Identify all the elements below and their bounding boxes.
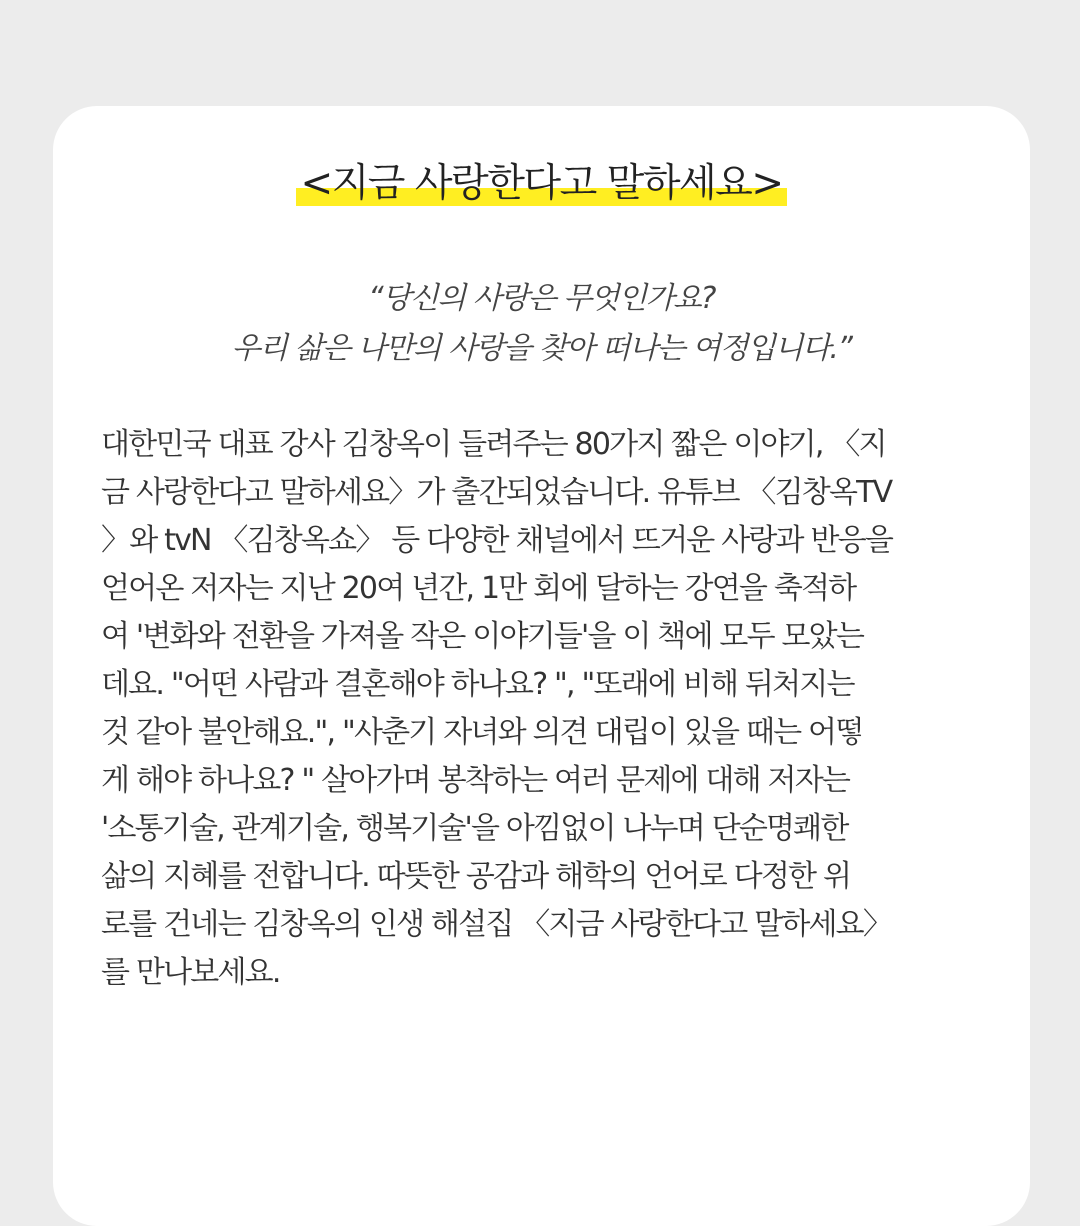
description-line: 로를 건네는 김창옥의 인생 해설집 〈지금 사랑한다고 말하세요〉	[101, 907, 892, 942]
book-description	[101, 421, 981, 997]
quote-line-1: “당신의 사랑은 무엇인가요?	[368, 281, 715, 316]
description-line: 데요. "어떤 사람과 결혼해야 하나요? ", "또래에 비해 뒤처지는	[101, 667, 854, 702]
description-line: 대한민국 대표 강사 김창옥이 들려주는 80가지 짧은 이야기, 〈지	[101, 427, 886, 462]
description-line: 삶의 지혜를 전합니다. 따뜻한 공감과 해학의 언어로 다정한 위	[101, 859, 851, 894]
book-quote	[53, 274, 1030, 374]
description-line: 얻어온 저자는 지난 20여 년간, 1만 회에 달하는 강연을 축적하	[101, 571, 856, 606]
description-line: 〉와 tvN 〈김창옥쇼〉 등 다양한 채널에서 뜨거운 사랑과 반응을	[101, 523, 893, 558]
description-line: 게 해야 하나요? " 살아가며 봉착하는 여러 문제에 대해 저자는	[101, 763, 850, 798]
description-line: 금 사랑한다고 말하세요〉가 출간되었습니다. 유튜브 〈김창옥TV	[101, 475, 892, 510]
description-line: '소통기술, 관계기술, 행복기술'을 아낌없이 나누며 단순명쾌한	[101, 811, 848, 846]
book-title: <지금 사랑한다고 말하세요>	[296, 158, 786, 210]
book-intro-card	[53, 106, 1030, 1226]
description-line: 를 만나보세요.	[101, 955, 280, 990]
description-line: 여 '변화와 전환을 가져올 작은 이야기들'을 이 책에 모두 모았는	[101, 619, 864, 654]
quote-line-2: 우리 삶은 나만의 사랑을 찾아 떠나는 여정입니다.”	[231, 331, 852, 366]
title-wrap	[53, 158, 1030, 210]
description-line: 것 같아 불안해요.", "사춘기 자녀와 의견 대립이 있을 때는 어떻	[101, 715, 863, 750]
